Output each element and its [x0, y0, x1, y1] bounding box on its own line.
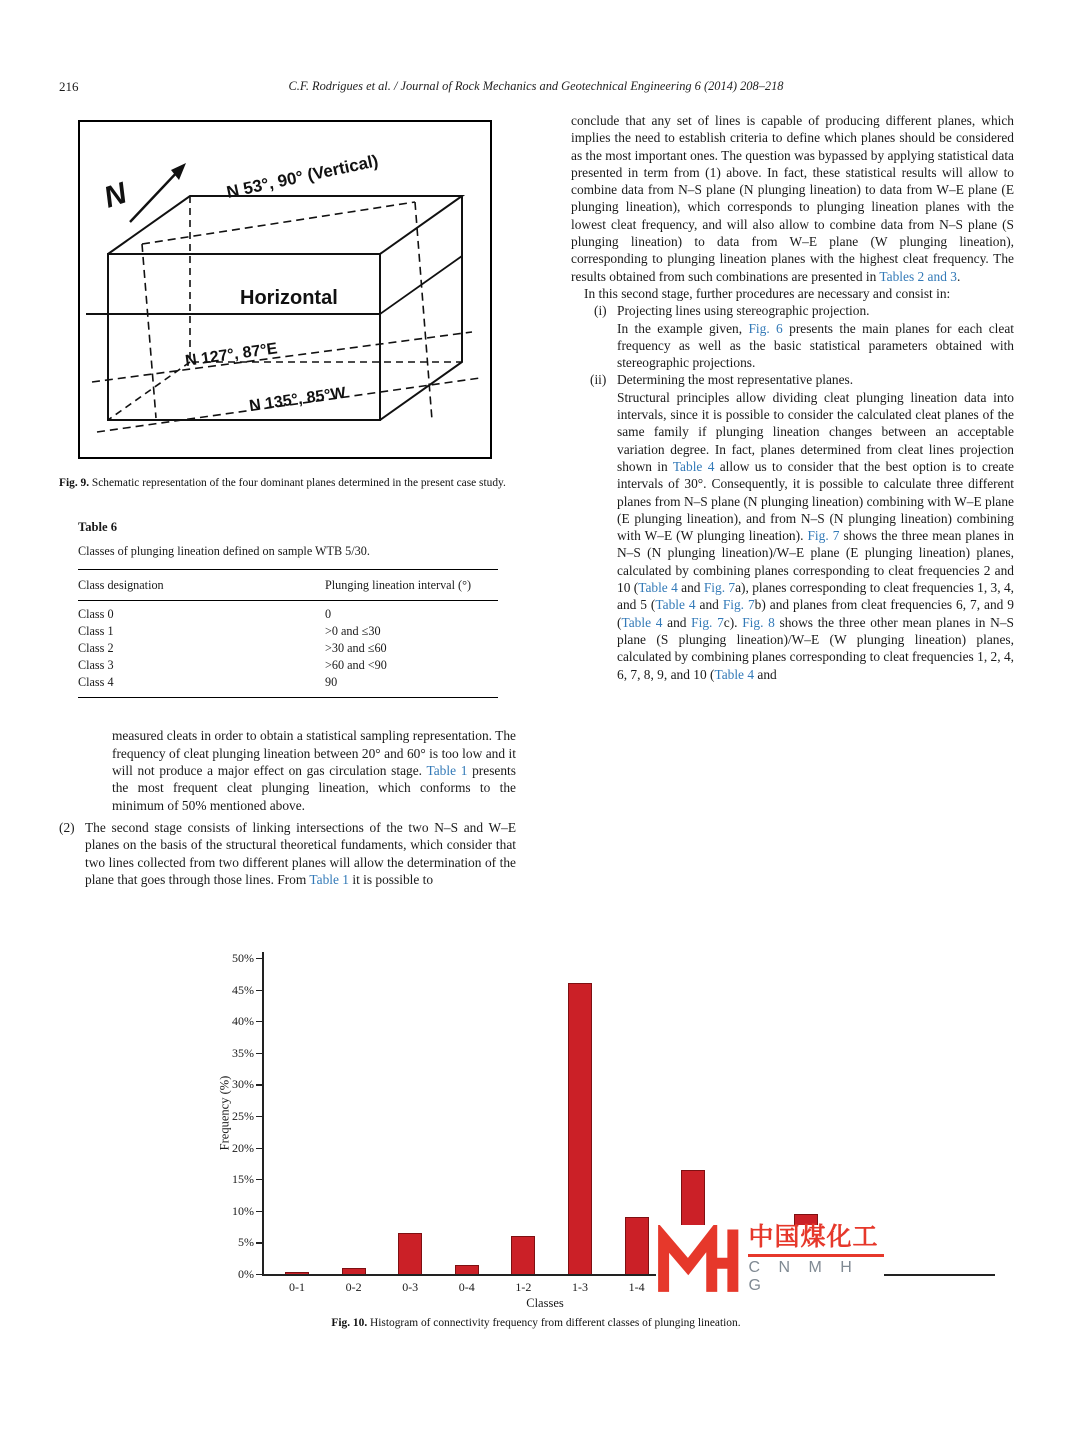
y-tick-label: 40% [232, 1014, 254, 1029]
x-axis-title: Classes [526, 1296, 564, 1310]
x-axis [262, 1274, 995, 1276]
table6-col-header: Class designation [78, 570, 325, 601]
y-tick-label: 30% [232, 1077, 254, 1092]
x-tick-label: 1-3 [572, 1280, 588, 1294]
text-run: presents the main planes for each cleat frequency as well as the basic statistical parameters obtained with stereographic projections. [617, 320, 1014, 371]
fig10-caption [0, 1317, 1072, 1329]
text-run: and [677, 580, 704, 596]
watermark-chinese: 中国煤化工 [748, 1222, 879, 1252]
fig9-caption-label: Fig. 9. [59, 477, 90, 489]
histogram-bar [342, 1268, 366, 1274]
y-tick-label: 20% [232, 1140, 254, 1155]
ref-link[interactable]: Tables 2 and 3 [879, 268, 957, 284]
x-tick-label: 0-1 [289, 1280, 305, 1294]
table6-grid [78, 569, 498, 698]
table6-row [78, 623, 498, 640]
table6-cell: Class 1 [78, 624, 114, 639]
horizontal-label: Horizontal [240, 287, 338, 309]
table6-cell: 90 [325, 675, 338, 690]
watermark [656, 1222, 884, 1294]
table6-cell: Class 0 [78, 607, 114, 622]
x-tick-label: 0-3 [402, 1280, 419, 1294]
fig9-caption [59, 476, 516, 491]
y-tick [256, 1084, 262, 1085]
watermark-latin: C N M H G [748, 1258, 859, 1294]
table6-row [78, 601, 498, 624]
list-item-i-text: Projecting lines using stereographic projection. [617, 303, 870, 319]
ref-link[interactable]: Table 4 [672, 458, 715, 474]
watermark-rule [748, 1254, 884, 1257]
y-tick [256, 1021, 262, 1022]
cnmhg-logo-icon [656, 1225, 740, 1293]
right-paragraph-2: In this second stage, further procedures are necessary and consist in: [584, 285, 951, 301]
fig10-caption-label: Fig. 10. [331, 1317, 368, 1329]
text-run: shows the three other mean planes in N–S plane (S plunging lineation)/W–E (W plunging lineation) planes, calculated by combining planes corresponding to cleat frequencies 1, 2, 4, 6, 7, 8, 9, and 10 ( [617, 614, 1014, 682]
ref-link[interactable]: Fig. 7 [691, 614, 724, 630]
text-run: . [956, 268, 961, 284]
table6-row [78, 640, 498, 657]
fig9-caption-text: Schematic representation of the four dominant planes determined in the present case study. [89, 477, 506, 489]
list-item-2-text [85, 820, 516, 887]
histogram-bar [285, 1272, 309, 1274]
text-run: and [662, 614, 692, 630]
text-run: shows the three mean planes in N–S (N plunging lineation)/W–E plane (E plunging lineation) planes, calculated by combining planes corresponding to cleat frequencies 2 and 10 ( [617, 528, 1014, 596]
fig10-chart [0, 945, 1072, 1305]
ref-link[interactable]: Fig. 8 [742, 614, 775, 630]
y-tick-label: 0% [238, 1267, 254, 1281]
ref-link[interactable]: Fig. 7 [807, 528, 840, 544]
y-tick-label: 15% [232, 1172, 254, 1187]
table6-cell: Class 2 [78, 641, 114, 656]
list-item-2 [59, 819, 516, 888]
histogram-bar [455, 1265, 479, 1274]
table6-col-header: Plunging lineation interval (°) [325, 570, 498, 601]
text-run: a), planes corresponding to cleat frequencies 1, 3, 4, and 5 ( [617, 580, 1014, 613]
text-run: c). [723, 614, 743, 630]
right-column [571, 112, 1014, 683]
table6-row [78, 657, 498, 674]
y-tick [256, 990, 262, 991]
y-tick-label: 50% [232, 951, 254, 965]
y-axis-title: Frequency (%) [217, 1075, 232, 1151]
x-tick-label: 1-4 [628, 1280, 645, 1294]
y-tick [256, 1148, 262, 1149]
list-item-ii-sub [617, 389, 1014, 683]
north-label: N [99, 176, 131, 215]
x-tick-label: 0-2 [345, 1280, 362, 1294]
table6-cell: Class 3 [78, 658, 114, 673]
table-6 [78, 519, 498, 699]
ref-link[interactable]: Table 1 [426, 763, 468, 779]
list-item-ii [590, 371, 1014, 388]
histogram-bar [625, 1217, 649, 1274]
y-axis [262, 952, 264, 1274]
histogram-bar [568, 983, 592, 1274]
y-tick-label: 35% [232, 1045, 254, 1060]
y-tick [256, 1211, 262, 1212]
x-tick-label: 0-4 [458, 1280, 475, 1294]
running-title: C.F. Rodrigues et al. / Journal of Rock Mechanics and Geotechnical Engineering 6 (2014) 208–218 [288, 79, 784, 93]
list-item-ii-marker: (ii) [590, 372, 607, 388]
left-column [59, 112, 516, 888]
plane-135-label: N 135°, 85°W [248, 384, 347, 415]
histogram-bar [511, 1236, 535, 1274]
text-run: Structural principles allow dividing cleat plunging lineation data into intervals, since it is possible to consider the calculated cleat planes of the same family if plunging lineation changes between an acceptable variation degree. In fact, planes determined from cleat lines projection shown in [617, 389, 1014, 474]
text-run: and [754, 666, 777, 682]
list-item-ii-text: Determining the most representative planes. [617, 372, 854, 388]
list-item-2-marker: (2) [59, 819, 75, 835]
y-tick-label: 25% [232, 1109, 254, 1123]
ref-link[interactable]: Table 4 [621, 614, 663, 630]
text-run: conclude that any set of lines is capable of producing different planes, which implies the need to establish criteria to define which planes should be considered as the most important ones. The question was bypassed by applying statistical data presented in term from (1) above. In fact, these statistical results will allow to combine data from N–S plane (N plunging lineation) to data from W–E plane (E plunging lineation), which corresponds to plunging lineation planes with the lowest cleat frequency, and will also allow to combine data from N–S plane (S plunging lineation) to data from W–E plane (W plunging lineation), corresponding to plunging lineation planes with the highest cleat frequency. The results obtained from such combinations are presented in [571, 113, 1014, 284]
text-run: The second stage consists of linking intersections of the two N–S and W–E planes on the basis of the structural theoretical fundaments, which consider that two lines collected from two different planes will allow the determination of the plane that goes through those lines. From [85, 819, 516, 887]
table6-cell: 0 [325, 607, 332, 622]
text-run: measured cleats in order to obtain a statistical sampling representation. The frequency of cleat plunging lineation between 20° and 60° is too low and it will not produce a major effect on gas circulation stage. [112, 728, 516, 779]
left-paragraph-1 [112, 727, 516, 813]
histogram-bar [398, 1233, 422, 1274]
y-tick [256, 1242, 262, 1243]
table6-cell: >30 and ≤60 [325, 641, 387, 656]
right-paragraph-1 [571, 112, 1014, 285]
table6-cell: Class 4 [78, 675, 114, 690]
list-item-i [594, 302, 1014, 319]
ref-link[interactable]: Table 1 [309, 871, 349, 887]
north-arrow-icon [100, 163, 186, 222]
y-tick [256, 1116, 262, 1117]
y-tick [256, 1179, 262, 1180]
ref-link[interactable]: Fig. 7 [722, 597, 755, 613]
watermark-text [748, 1223, 884, 1295]
ref-link[interactable]: Table 4 [638, 580, 678, 596]
y-tick-label: 45% [232, 982, 254, 997]
table6-cell: >0 and ≤30 [325, 624, 381, 639]
table6-caption: Classes of plunging lineation defined on sample WTB 5/30. [78, 543, 370, 558]
text-run: b) and planes from cleat frequencies 6, 7, and 9 ( [617, 597, 1015, 630]
ref-link[interactable]: Fig. 7 [703, 580, 736, 596]
vertical-plane-label: N 53°, 90° (Vertical) [224, 151, 380, 202]
table6-row [78, 674, 498, 698]
ref-link[interactable]: Table 4 [655, 597, 696, 613]
y-tick [256, 1053, 262, 1054]
ref-link[interactable]: Fig. 6 [748, 320, 783, 336]
text-run: and [695, 597, 723, 613]
y-tick [256, 1274, 262, 1275]
ref-link[interactable]: Table 4 [714, 666, 755, 682]
list-item-i-sub [617, 320, 1014, 372]
text-run: presents the most frequent cleat plunging lineation, which conforms to the minimum of 50% mentioned above. [112, 763, 516, 813]
table6-cell: >60 and <90 [325, 658, 387, 673]
y-tick [256, 958, 262, 959]
x-tick-label: 1-2 [515, 1280, 532, 1294]
y-tick-label: 10% [232, 1203, 254, 1218]
y-tick-label: 5% [238, 1235, 254, 1250]
text-run: In the example given, [617, 320, 749, 336]
page-number: 216 [59, 79, 79, 94]
text-run: it is possible to [349, 871, 434, 887]
fig10-caption-text: Histogram of connectivity frequency from different classes of plunging lineation. [367, 1317, 741, 1329]
fig9-diagram [80, 122, 490, 457]
table6-body [78, 601, 498, 698]
text-run: allow us to consider that the best option is to create intervals of 30°. Consequently, it is possible to calculate three different planes from N–S plane (N plunging lineation) combining with W–E plane (E plunging lineation), and from N–S (N plunging lineation) combining with W–E (W plunging lineation). [617, 458, 1014, 544]
list-item-i-marker: (i) [594, 303, 607, 319]
figure-9 [78, 120, 492, 459]
table6-label: Table 6 [78, 519, 118, 534]
figure-10 [0, 945, 1072, 1365]
plane-127-label: N 127°, 87°E [184, 340, 279, 370]
